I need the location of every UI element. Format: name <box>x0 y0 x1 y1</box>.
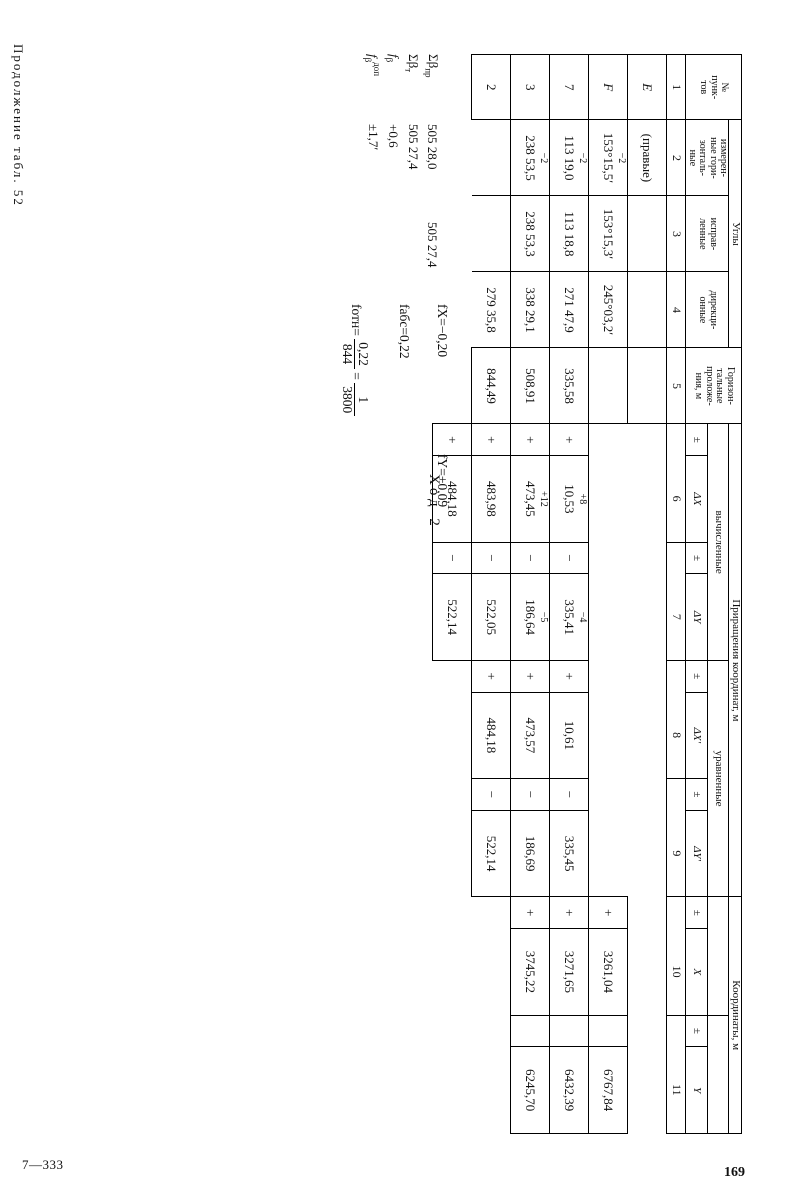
angle-summary <box>362 54 442 274</box>
colnum-1: 1 <box>667 55 686 120</box>
row-distance <box>589 348 628 424</box>
summary-row <box>422 54 442 274</box>
coord-y-spacer <box>707 1015 729 1133</box>
colnum-4: 4 <box>667 272 686 348</box>
sign-header-dy: ± <box>686 542 708 574</box>
fabs-value: fабс=0,22 <box>397 304 412 359</box>
row-point: 7 <box>550 55 589 120</box>
row-dxa: 484,18 <box>472 692 511 779</box>
row-x-sign: + <box>550 897 589 929</box>
row-corrected <box>628 196 667 272</box>
summary-measured: 505 28,0 <box>425 124 441 170</box>
col-header-direction: дирекци- онные <box>686 272 729 348</box>
row-dxa-sign: + <box>550 660 589 692</box>
row-y-sign <box>628 1015 667 1047</box>
row-corrected: 113 18,8 <box>550 196 589 272</box>
summary-corrected <box>383 222 403 274</box>
row-direction: 271 47,9 <box>550 272 589 348</box>
row-dxa: 10,61 <box>550 692 589 779</box>
colnum-9: 9 <box>667 810 686 897</box>
row-dx-value: 473,45 <box>523 481 539 517</box>
row-dya: 186,69 <box>511 810 550 897</box>
sign-header-y: ± <box>686 1015 708 1047</box>
row-measured <box>589 120 628 196</box>
group-header-angles: Углы <box>729 120 742 348</box>
colnum-8-sign <box>667 660 686 692</box>
colnum-5: 5 <box>667 348 686 424</box>
summary-corrected: 505 27,4 <box>425 222 441 268</box>
fotn-fraction-1 <box>340 339 370 369</box>
row-measured-value: 238 53,5 <box>523 135 539 181</box>
fotn-numerator-1: 0,22 <box>354 339 370 369</box>
row-dx-sign <box>628 424 667 456</box>
summary-label: $f_\beta$ <box>384 54 402 63</box>
col-header-corrected: исправ- ленные <box>686 196 729 272</box>
row-measured-value: 153°15,5′ <box>601 132 617 184</box>
colnum-7: 7 <box>667 574 686 661</box>
summary-label: $\Sigma\beta_т$ <box>403 54 422 73</box>
row-y-sign <box>511 1015 550 1047</box>
summary-measured: ±1,7′ <box>365 124 381 151</box>
fotn-fraction-2 <box>340 383 370 416</box>
row-y-sign <box>472 1015 511 1047</box>
row-dxa <box>433 692 472 779</box>
row-distance: 508,91 <box>511 348 550 424</box>
page-caption: Продолжение табл. 52 <box>11 44 26 207</box>
row-dya-sign <box>433 779 472 811</box>
row-point: E <box>628 55 667 120</box>
row-measured: (правые) <box>628 120 667 196</box>
row-y-sign <box>433 1015 472 1047</box>
row-x <box>628 929 667 1016</box>
colnum-7-sign <box>667 542 686 574</box>
colnum-11: 11 <box>667 1047 686 1134</box>
col-header-dxa: ΔX' <box>686 692 708 779</box>
row-dy-sign <box>628 542 667 574</box>
row-dy: 522,14 <box>433 574 472 661</box>
row-dx: 484,18 <box>433 456 472 543</box>
table-subgroup-header-row <box>707 55 729 1134</box>
row-dya <box>433 810 472 897</box>
row-x: 3271,65 <box>550 929 589 1016</box>
row-dx <box>589 456 628 543</box>
row-dx-value: 10,53 <box>562 484 578 514</box>
row-dx-sign <box>589 424 628 456</box>
col-header-points-label: № пунк- тов <box>698 75 731 100</box>
col-header-dx: ΔX <box>686 456 708 543</box>
summary-corrected <box>403 222 423 274</box>
row-dya-sign: − <box>550 779 589 811</box>
colnum-2: 2 <box>667 120 686 196</box>
row-y <box>628 1047 667 1134</box>
subgroup-header-computed: вычисленные <box>707 424 729 660</box>
row-dy-correction: −5 <box>538 611 550 623</box>
row-corrected: 153°15,3′ <box>589 196 628 272</box>
row-point: F <box>589 55 628 120</box>
survey-table <box>432 54 742 1134</box>
row-dy-sign: − <box>472 542 511 574</box>
row-dy-sign <box>589 542 628 574</box>
table-row <box>589 55 628 1134</box>
row-x-sign: + <box>511 897 550 929</box>
row-x-sign: + <box>589 897 628 929</box>
summary-label: $f_\beta^{доп}$ <box>363 54 383 77</box>
row-y-sign <box>589 1015 628 1047</box>
table-number-row <box>667 55 686 1134</box>
row-y: 6245,70 <box>511 1047 550 1134</box>
row-y <box>433 1047 472 1134</box>
fotn-denominator-2: 3800 <box>340 386 356 414</box>
colnum-9-sign <box>667 779 686 811</box>
fotn-numerator-2: 1 <box>354 383 370 416</box>
row-point: 3 <box>511 55 550 120</box>
row-dya-sign <box>589 779 628 811</box>
fy-value: fY=+0,09 <box>435 454 450 508</box>
row-dx-sign: + <box>433 424 472 456</box>
angle-summary-table <box>362 54 442 274</box>
row-dx-correction: +12 <box>538 491 550 507</box>
row-y: 6432,39 <box>550 1047 589 1134</box>
table-group-header-row <box>729 55 742 1134</box>
row-dxa <box>589 692 628 779</box>
sign-header-dya: ± <box>686 779 708 811</box>
row-dya-sign <box>628 779 667 811</box>
colnum-10: 10 <box>667 929 686 1016</box>
row-dxa-sign <box>589 660 628 692</box>
table-region <box>52 54 742 1134</box>
colnum-8: 8 <box>667 692 686 779</box>
row-dya <box>589 810 628 897</box>
summary-corrected <box>362 222 383 274</box>
row-dxa-sign: + <box>511 660 550 692</box>
colnum-6: 6 <box>667 456 686 543</box>
row-dya <box>628 810 667 897</box>
row-measured <box>511 120 550 196</box>
fotn-equals: = <box>348 372 364 380</box>
row-dya-sign: − <box>472 779 511 811</box>
row-measured <box>472 120 511 196</box>
row-measured <box>550 120 589 196</box>
summary-measured: 505 27,4 <box>405 124 421 170</box>
colnum-3: 3 <box>667 196 686 272</box>
row-dya: 335,45 <box>550 810 589 897</box>
row-direction: 338 29,1 <box>511 272 550 348</box>
row-x <box>433 929 472 1016</box>
row-dx-sign: + <box>472 424 511 456</box>
row-dy <box>628 574 667 661</box>
fotn-value <box>340 304 370 416</box>
colnum-11-sign <box>667 1015 686 1047</box>
row-dx-correction: +8 <box>577 493 589 505</box>
fotn-denominator-1: 844 <box>340 343 356 365</box>
col-header-y: Y <box>686 1047 708 1134</box>
row-dxa-sign: + <box>472 660 511 692</box>
row-y <box>472 1047 511 1134</box>
row-dy <box>589 574 628 661</box>
row-dy-sign: − <box>511 542 550 574</box>
row-dx-sign: + <box>511 424 550 456</box>
fotn-label: fотн= <box>348 304 364 336</box>
row-x <box>472 929 511 1016</box>
row-dy-value: 186,64 <box>523 599 539 635</box>
row-measured-value: 113 19,0 <box>562 135 578 181</box>
summary-measured: +0,6 <box>386 124 402 148</box>
table-row <box>550 55 589 1134</box>
row-direction: 245°03,2′ <box>589 272 628 348</box>
route-label: Ход 2 <box>426 474 442 530</box>
row-dy-sign: − <box>433 542 472 574</box>
row-distance: 335,58 <box>550 348 589 424</box>
row-x-sign <box>628 897 667 929</box>
row-dxa <box>628 692 667 779</box>
row-distance: 844,49 <box>472 348 511 424</box>
col-header-dy: ΔY <box>686 574 708 661</box>
sign-header-dxa: ± <box>686 660 708 692</box>
row-dya-sign: − <box>511 779 550 811</box>
colnum-6-sign <box>667 424 686 456</box>
row-dy <box>550 574 589 661</box>
colnum-10-sign <box>667 897 686 929</box>
col-header-x: X <box>686 929 708 1016</box>
row-x-sign <box>433 897 472 929</box>
row-dy: 522,05 <box>472 574 511 661</box>
table-row <box>628 55 667 1134</box>
row-corrected: 238 53,3 <box>511 196 550 272</box>
row-dy <box>511 574 550 661</box>
row-direction: 279 35,8 <box>472 272 511 348</box>
signature-mark: 7—333 <box>22 1157 64 1172</box>
row-measured-correction: −2 <box>577 152 589 164</box>
row-dx <box>550 456 589 543</box>
row-dy-correction: −4 <box>577 611 589 623</box>
row-direction <box>628 272 667 348</box>
row-dx <box>511 456 550 543</box>
row-dx <box>628 456 667 543</box>
row-x: 3745,22 <box>511 929 550 1016</box>
table-row <box>472 55 511 1134</box>
summary-row <box>403 54 423 274</box>
row-x-sign <box>472 897 511 929</box>
col-header-measured: измерен- ные гори- зонталь- ные <box>686 120 729 196</box>
sign-header-x: ± <box>686 897 708 929</box>
table-row <box>511 55 550 1134</box>
col-header-distance: Горизон- тальные проложе- ния, м <box>686 348 742 424</box>
row-dx-sign: + <box>550 424 589 456</box>
row-dxa-sign <box>628 660 667 692</box>
row-distance <box>433 348 472 424</box>
col-header-points <box>686 55 742 120</box>
summary-row <box>362 54 383 274</box>
row-y-sign <box>550 1015 589 1047</box>
col-header-dya: ΔY' <box>686 810 708 897</box>
row-dxa: 473,57 <box>511 692 550 779</box>
page-number: 169 <box>724 1165 745 1180</box>
row-y: 6767,84 <box>589 1047 628 1134</box>
sign-header-dx: ± <box>686 424 708 456</box>
row-dx: 483,98 <box>472 456 511 543</box>
row-dxa-sign <box>433 660 472 692</box>
row-dya: 522,14 <box>472 810 511 897</box>
summary-label: $\Sigma\beta_{пр}$ <box>423 54 441 78</box>
row-dy-value: 335,41 <box>562 599 578 635</box>
fx-value: fX=−0,20 <box>435 304 450 358</box>
row-point: 2 <box>472 55 511 120</box>
row-corrected <box>472 196 511 272</box>
subgroup-header-adjusted: уравненные <box>707 660 729 897</box>
row-measured-correction: −2 <box>616 152 628 164</box>
group-header-coordinates: Координаты, м <box>729 897 742 1134</box>
coord-x-spacer <box>707 897 729 1015</box>
row-distance <box>628 348 667 424</box>
group-header-increments: Приращения координат, м <box>729 424 742 897</box>
row-measured-correction: −2 <box>538 152 550 164</box>
summary-row <box>383 54 403 274</box>
row-x: 3261,04 <box>589 929 628 1016</box>
row-dy-sign: − <box>550 542 589 574</box>
